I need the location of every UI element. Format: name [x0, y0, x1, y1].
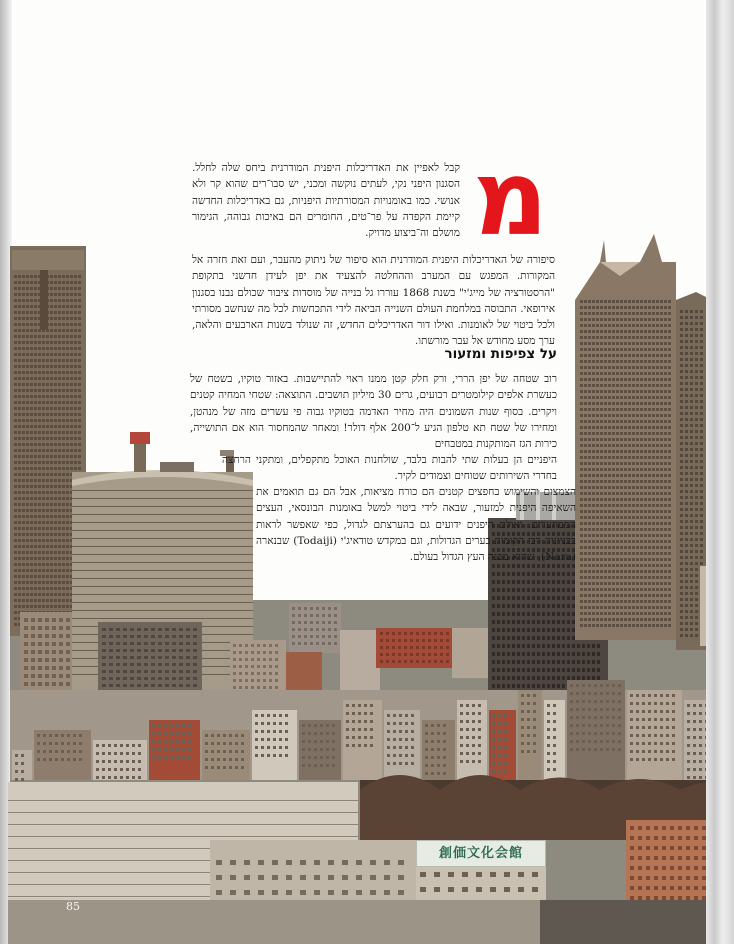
section-paragraph-text-2: היפניים הן בעלות שתי להבות בלבד, שולחנות האוכל מתקפלים, ומתקני הרחצה בחדרי השירותים שטוחים וצמודים לקיר. — [222, 454, 557, 483]
intro-paragraph-text-continued: סיפורה של האדריכלות היפנית המודרנית הוא סיפור של ניתוק מהעבר, ועם זאת חזרה אל המקורות. המפגש עם המערב וההחלטה להצעיד את יפן לעידן חדשני בתקופת "הרסטורציה של מייג'י" בשנת 1868 עוררו גל בנייה של מוסדות ציבור שכולם נבנו בסגנון אירופאי. התבוסה במלחמת העולם השנייה הביאה לידי התכחשות לכל מה שנחשב מסורתי ולכל ביטוי של לאומנות. ואילו דור האדריכלים החדש, זה שנולד בשנות הארבעים והלאה, ערך מסע מחודש אל עבר מורשתו. — [192, 254, 556, 348]
section-paragraph — [190, 371, 557, 452]
section-paragraph-text-3: הצמצום והשימוש בחפצים קטנים הם כורח מציאות, אבל הם גם תואמים את השאיפה היפנית למזעור, שבאה לידי ביטוי למשל באומנות הבונסאי, העצים הממוזערים. ואולם היפנים ידועים גם בהערצתם לגדול, כפי שאפשר לראות בבנייניה רבי הקומות בערים הגדולות, וגם במקדש טודאיג'י (Todaiji) שבנארה (Nara), שהוא מבנה העץ הגדול בעולם. — [256, 486, 576, 564]
page-edge — [706, 0, 734, 944]
page-number: 85 — [66, 900, 80, 913]
section-paragraph-continued — [222, 452, 557, 485]
building-sign-text: 創価文化会館 — [438, 846, 523, 861]
drop-cap-block — [467, 137, 554, 259]
right-tower — [575, 234, 676, 640]
intro-paragraph — [192, 160, 460, 241]
section-paragraph-last — [256, 484, 576, 565]
building-sign — [416, 840, 546, 867]
section-paragraph-text: רוב שטחה של יפן הררי, ורק חלק קטן ממנו ראוי להתיישבות. באזור טוקיו, בשטח של כעשרת אלפים קילומטרים רבועים, גרים 30 מיליון תושבים. התוצאה: שטחי המחיה קטנים ויקרים. בסוף שנות השמונים היה מחיר האדמה בטוקיו גבוה פי עשרים מזה של מנהטן, ומחירו של שטח תא טלפון הגיע ל־200 אלף דולר! ומאחר שהמחסור הוא אם התושייה, כירות הגז המותקנות במטבחים — [190, 373, 557, 451]
intro-paragraph-continued — [192, 252, 555, 350]
drop-cap-letter: מ — [472, 137, 549, 259]
section-subheading: על צפיפות ומזעור — [444, 346, 557, 362]
intro-paragraph-text: קבל לאפיין את האדריכלות היפנית המודרנית ביחס שלה לחלל. הסגנון היפני נקי, לעתים נוקשה ומכני, יש סבו־רים שהוא קר ולא אנושי. כמו באומנויות המסורתיות היפניות, גם באדריכלות החדשה קיימת הקפדה על פר־טים, החומרים הם באיכות גבוהה, הגימור מושלם וה־ביצוע מדויק. — [192, 162, 460, 240]
